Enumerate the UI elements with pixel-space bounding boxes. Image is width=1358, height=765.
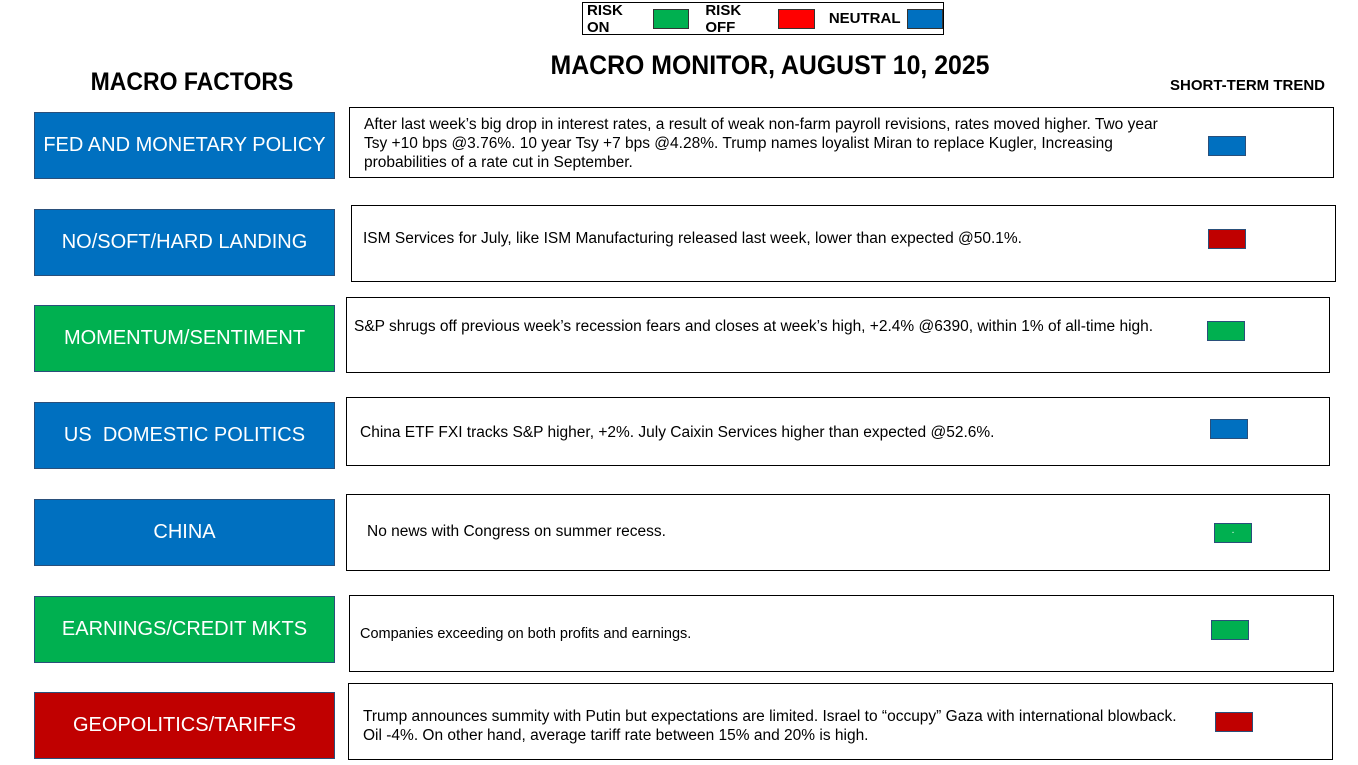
legend	[582, 2, 944, 35]
trend-indicator-earnings	[1211, 620, 1249, 640]
description-text: Companies exceeding on both profits and earnings.	[360, 626, 692, 642]
factor-description-us-politics	[346, 397, 1330, 466]
factor-description-landing	[351, 205, 1336, 282]
description-text: After last week’s big drop in interest rates, a result of weak non-farm payroll revisions, rates moved higher. Two year Tsy +10 bps @3.76%. 10 year Tsy +7 bps @4.28%. Trump names loyalist Miran to replace Kugler, Increasing probabilities of a rate cut in September.	[364, 116, 1158, 171]
description-text: Trump announces summity with Putin but expectations are limited. Israel to “occupy” Gaza with international blowback. Oil -4%. On other hand, average tariff rate between 15% and 20% is high.	[363, 708, 1177, 744]
factor-description-earnings	[349, 595, 1334, 672]
factor-box-geopolitics: GEOPOLITICS/TARIFFS	[34, 692, 335, 759]
legend-swatch-neutral	[907, 9, 943, 29]
factor-box-landing: NO/SOFT/HARD LANDING	[34, 209, 335, 276]
legend-label-risk-off: RISK OFF	[705, 1, 742, 36]
macro-factors-heading: MACRO FACTORS	[90, 68, 294, 96]
factor-description-china	[346, 494, 1330, 571]
legend-label-neutral: NEUTRAL	[828, 10, 901, 27]
description-text: S&P shrugs off previous week’s recession fears and closes at week’s high, +2.4% @6390, within 1% of all-time high.	[354, 318, 1154, 335]
factor-box-us-politics: US DOMESTIC POLITICS	[34, 402, 335, 469]
page-title: MACRO MONITOR, AUGUST 10, 2025	[550, 50, 990, 80]
description-text: China ETF FXI tracks S&P higher, +2%. July Caixin Services higher than expected @52.6%.	[360, 424, 995, 441]
trend-indicator-momentum	[1207, 321, 1245, 341]
short-term-trend-heading: SHORT-TERM TREND	[1170, 77, 1325, 94]
trend-indicator-fed	[1208, 136, 1246, 156]
factor-box-fed: FED AND MONETARY POLICY	[34, 112, 335, 179]
description-text: No news with Congress on summer recess.	[367, 523, 666, 540]
trend-indicator-us-politics	[1210, 419, 1248, 439]
legend-swatch-risk-off	[778, 9, 814, 29]
factor-description-momentum	[346, 297, 1330, 373]
factor-description-fed	[349, 107, 1334, 178]
trend-indicator-china: .	[1214, 523, 1252, 543]
factor-box-china: CHINA	[34, 499, 335, 566]
factor-description-geopolitics	[348, 683, 1333, 760]
description-text: ISM Services for July, like ISM Manufacturing released last week, lower than expected @50.1%.	[363, 230, 1022, 247]
factor-box-momentum: MOMENTUM/SENTIMENT	[34, 305, 335, 372]
legend-swatch-risk-on	[653, 9, 689, 29]
trend-indicator-landing	[1208, 229, 1246, 249]
trend-indicator-geopolitics	[1215, 712, 1253, 732]
factor-box-earnings: EARNINGS/CREDIT MKTS	[34, 596, 335, 663]
legend-label-risk-on: RISK ON	[587, 1, 623, 36]
